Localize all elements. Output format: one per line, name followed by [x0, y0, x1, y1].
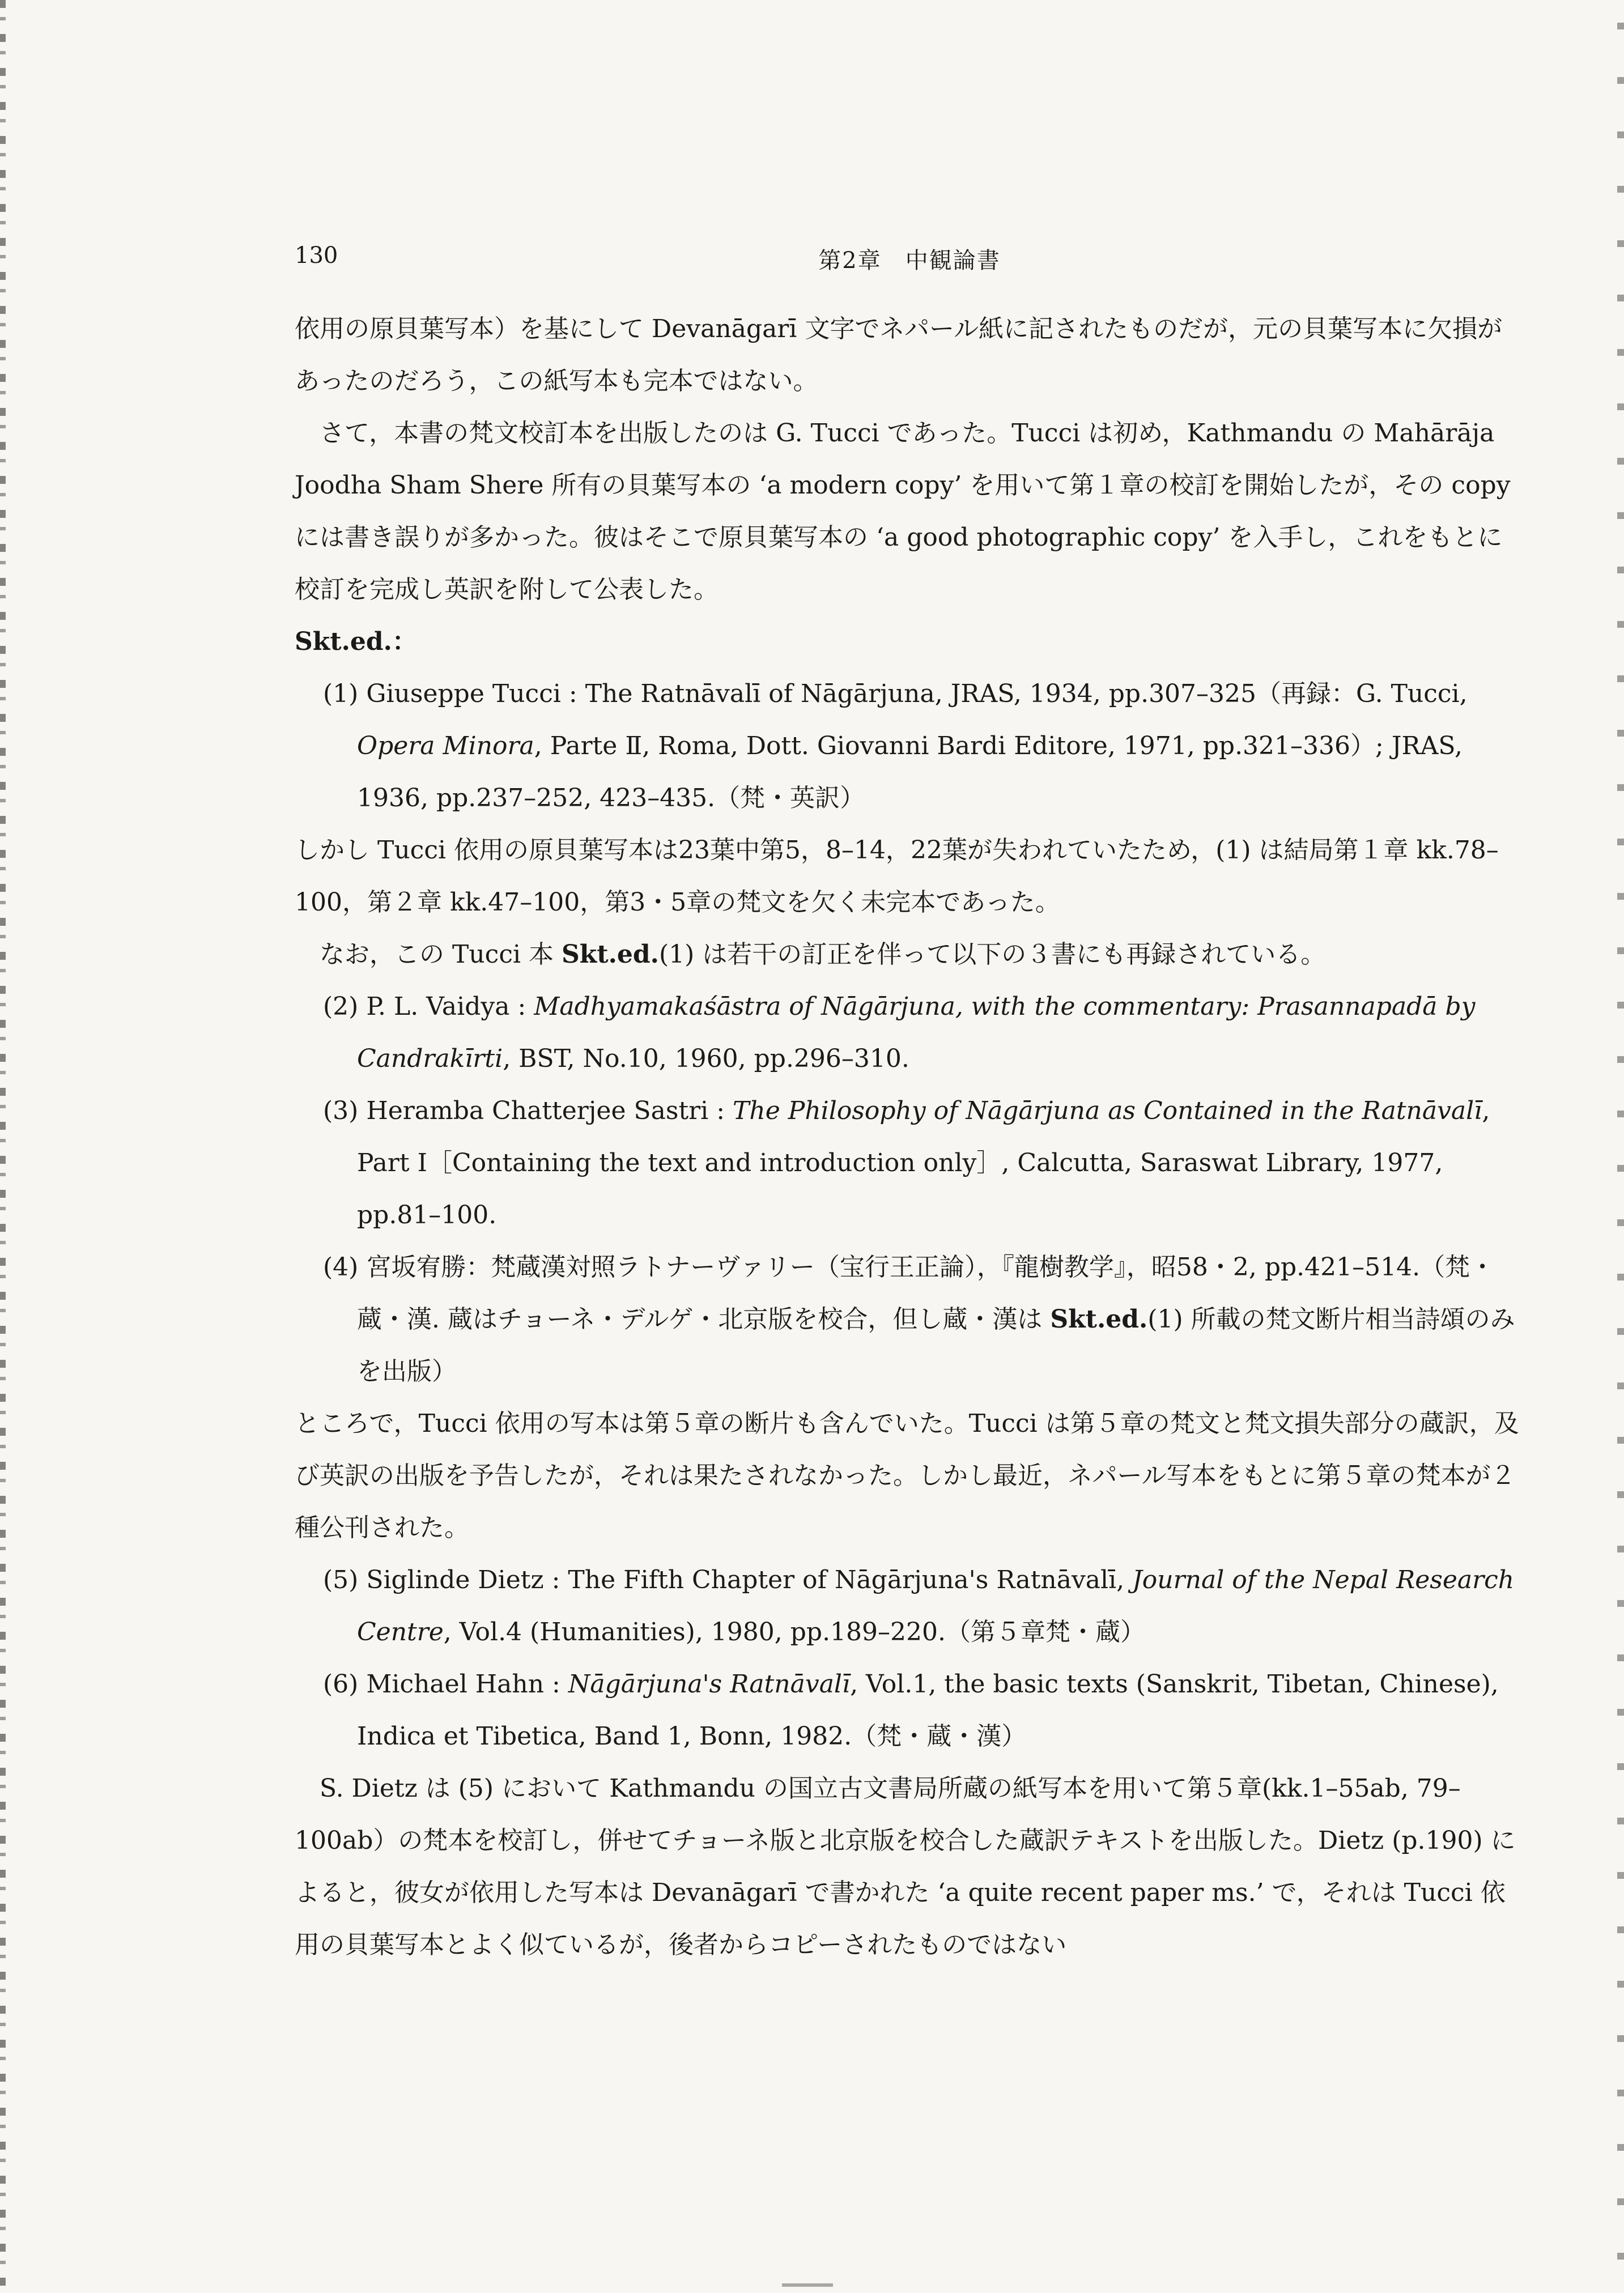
reference-4: (4) 宮坂宥勝：梵蔵漢対照ラトナーヴァリー（宝行王正論），『龍樹教学』，昭58・2, pp.421–514.（梵・蔵・漢. 蔵はチョーネ・デルゲ・北京版を校合，但し蔵・漢は Skt.ed.(1) 所載の梵文断片相当詩頌のみを出版）: [323, 1253, 1515, 1386]
reference-2-number: (2): [323, 992, 359, 1021]
skt-ed-heading: Skt.ed.：: [295, 627, 417, 656]
reference-1-number: (1): [323, 679, 359, 708]
reference-3-number: (3): [323, 1096, 359, 1125]
page-number: 130: [295, 243, 338, 269]
paragraph-6: S. Dietz は (5) において Kathmandu の国立古文書局所蔵の紙写本を用いて第５章(kk.1–55ab, 79–100ab）の梵本を校訂し，併せてチョーネ版と北京版を校合した蔵訳テキストを出版した。Dietz (p.190) によると，彼女が依用した写本は Devanāgarī で書かれた ‘a quite recent paper ms.’ で，それは Tucci 依用の貝葉写本とよく似ているが，後者からコピーされたものではない: [295, 1774, 1516, 1959]
reference-5: (5) Siglinde Dietz : The Fifth Chapter of Nāgārjuna's Ratnāvalī, Journal of the Nepal Research Centre, Vol.4 (Humanities), 1980, pp.189–220.（第５章梵・蔵）: [323, 1565, 1515, 1647]
paragraph-1: 依用の原貝葉写本）を基にして Devanāgarī 文字でネパール紙に記されたものだが，元の貝葉写本に欠損があったのだろう，この紙写本も完本ではない。: [295, 314, 1503, 395]
scan-edge-right: [1617, 0, 1624, 2293]
reference-5-number: (5): [323, 1565, 359, 1594]
paragraph-4: なお，この Tucci 本 Skt.ed.(1) は若干の訂正を伴って以下の３書にも再録されている。: [320, 940, 1326, 969]
reference-6: (6) Michael Hahn : Nāgārjuna's Ratnāvalī, Vol.1, the basic texts (Sanskrit, Tibetan, Chinese), Indica et Tibetica, Band 1, Bonn, 1982.（梵・蔵・漢）: [323, 1670, 1499, 1751]
page-header: [295, 243, 1524, 276]
reference-6-number: (6): [323, 1670, 359, 1699]
reference-2: (2) P. L. Vaidya : Madhyamakaśāstra of Nāgārjuna, with the commentary: Prasannapadā by Candrakīrti, BST, No.10, 1960, pp.296–310.: [323, 992, 1476, 1073]
paragraph-3: しかし Tucci 依用の原貝葉写本は23葉中第5，8–14，22葉が失われていたため，(1) は結局第１章 kk.78–100，第２章 kk.47–100，第3・5章の梵文を欠く未完本であった。: [295, 836, 1499, 917]
paragraph-5: ところで，Tucci 依用の写本は第５章の断片も含んでいた。Tucci は第５章の梵文と梵文損失部分の蔵訳，及び英訳の出版を予告したが，それは果たされなかった。しかし最近，ネパール写本をもとに第５章の梵本が２種公刊された。: [295, 1409, 1519, 1542]
reference-1: (1) Giuseppe Tucci : The Ratnāvalī of Nāgārjuna, JRAS, 1934, pp.307–325（再録：G. Tucci, Opera Minora, Parte Ⅱ, Roma, Dott. Giovanni Bardi Editore, 1971, pp.321–336）; JRAS, 1936, pp.237–252, 423–435.（梵・英訳）: [323, 679, 1468, 812]
reference-4-number: (4): [323, 1253, 359, 1282]
running-title: 第2章 中観論書: [818, 248, 1001, 274]
reference-3: (3) Heramba Chatterjee Sastri : The Philosophy of Nāgārjuna as Contained in the Ratnāvalī, Part Ⅰ［Containing the text and introduction only］, Calcutta, Saraswat Library, 1977, pp.81–100.: [323, 1096, 1490, 1230]
scan-edge-left: [0, 0, 6, 2293]
body-text: [295, 303, 1524, 1971]
scan-bottom-mark: [782, 2283, 833, 2287]
paragraph-2: さて，本書の梵文校訂本を出版したのは G. Tucci であった。Tucci は初め，Kathmandu の Mahārāja Joodha Sham Shere 所有の貝葉写本の ‘a modern copy’ を用いて第１章の校訂を開始したが，その copy には書き誤りが多かった。彼はそこで原貝葉写本の ‘a good photographic copy’ を入手し，これをもとに校訂を完成し英訳を附して公表した。: [295, 419, 1511, 604]
